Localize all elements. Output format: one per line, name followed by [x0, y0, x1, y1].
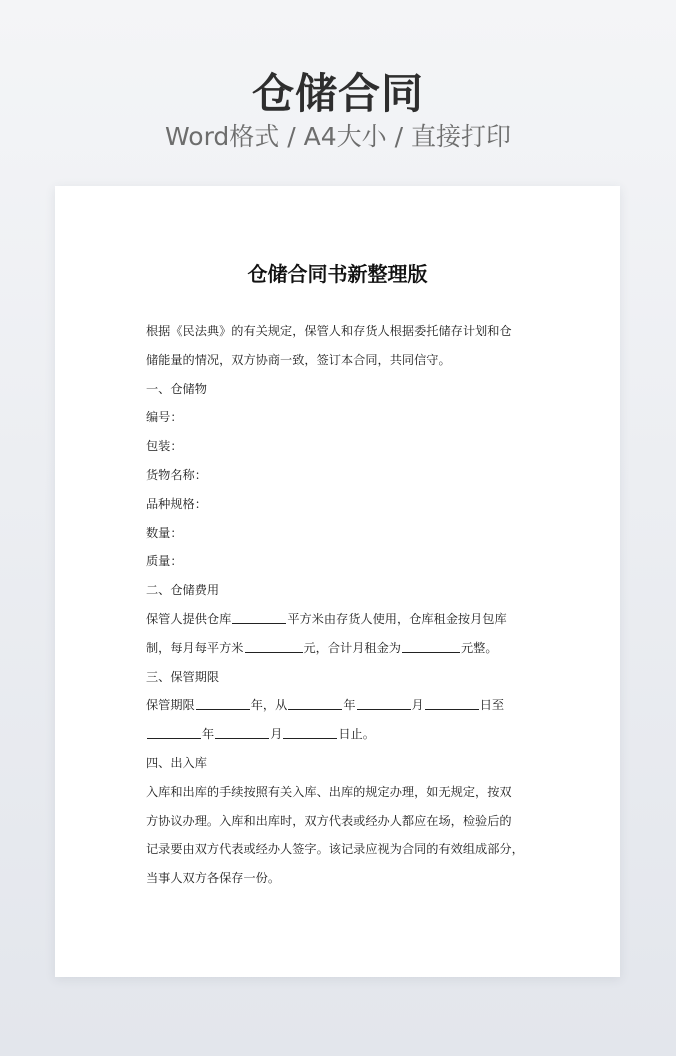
fill-in-blank: [196, 695, 250, 710]
section-heading: 二、仓储费用: [146, 583, 220, 598]
text-segment: 元整。: [461, 640, 498, 655]
fill-in-blank: [402, 638, 460, 653]
text-segment: 平方米由存货人使用，仓库租金按月包库: [287, 611, 507, 626]
fill-in-blank: [283, 724, 337, 739]
text-segment: 保管人提供仓库: [146, 611, 232, 626]
field-label-quantity: 数量：: [146, 525, 183, 540]
text-segment: 制，每月每平方米: [146, 640, 244, 655]
text-segment: 日至: [479, 698, 505, 713]
text-segment: 年: [202, 727, 215, 742]
fill-in-blank: [357, 695, 411, 710]
banner-title: 仓储合同: [251, 69, 424, 118]
text-segment: 年: [343, 698, 356, 713]
fill-in-blank: [288, 695, 342, 710]
paragraph-line: [146, 691, 542, 720]
text-segment: 保管期限: [146, 698, 195, 713]
text-segment: 月: [270, 727, 283, 742]
text-segment: 元，合计月租金为: [303, 640, 401, 655]
document-title: 仓储合同书新整理版: [247, 262, 428, 286]
section-heading: 四、出入库: [146, 755, 207, 770]
text-segment: 日止。: [338, 727, 375, 742]
field-label-packaging: 包装：: [146, 439, 183, 454]
section-heading: 一、仓储物: [146, 381, 207, 396]
paragraph-line: 记录要由双方代表或经办人签字。该记录应视为合同的有效组成部分，: [146, 842, 524, 857]
fill-in-blank: [425, 695, 479, 710]
banner-subtitle: Word格式 / A4大小 / 直接打印: [165, 122, 511, 151]
text-segment: 年，从: [250, 698, 288, 713]
field-label-number: 编号：: [146, 410, 183, 425]
field-label-specification: 品种规格：: [146, 496, 207, 511]
section-heading: 三、保管期限: [146, 669, 220, 684]
document-body: [146, 317, 542, 893]
field-label-quality: 质量：: [146, 554, 183, 569]
fill-in-blank: [147, 724, 201, 739]
fill-in-blank: [245, 638, 303, 653]
paragraph-line: 方协议办理。入库和出库时，双方代表或经办人都应在场，检验后的: [146, 813, 512, 828]
paragraph-line: 储能量的情况，双方协商一致，签订本合同，共同信守。: [146, 352, 451, 367]
field-label-goods-name: 货物名称：: [146, 467, 207, 482]
text-segment: 月: [411, 698, 424, 713]
paragraph-line: 入库和出库的手续按照有关入库、出库的规定办理，如无规定，按双: [146, 784, 512, 799]
fill-in-blank: [232, 609, 286, 624]
paragraph-line: 根据《民法典》的有关规定，保管人和存货人根据委托储存计划和仓: [146, 324, 512, 338]
paragraph-line: [146, 605, 542, 634]
document-page: [55, 186, 620, 977]
fill-in-blank: [215, 724, 269, 739]
paragraph-line: 当事人双方各保存一份。: [146, 871, 281, 886]
paragraph-line: [146, 720, 542, 749]
paragraph-line: [146, 634, 542, 663]
